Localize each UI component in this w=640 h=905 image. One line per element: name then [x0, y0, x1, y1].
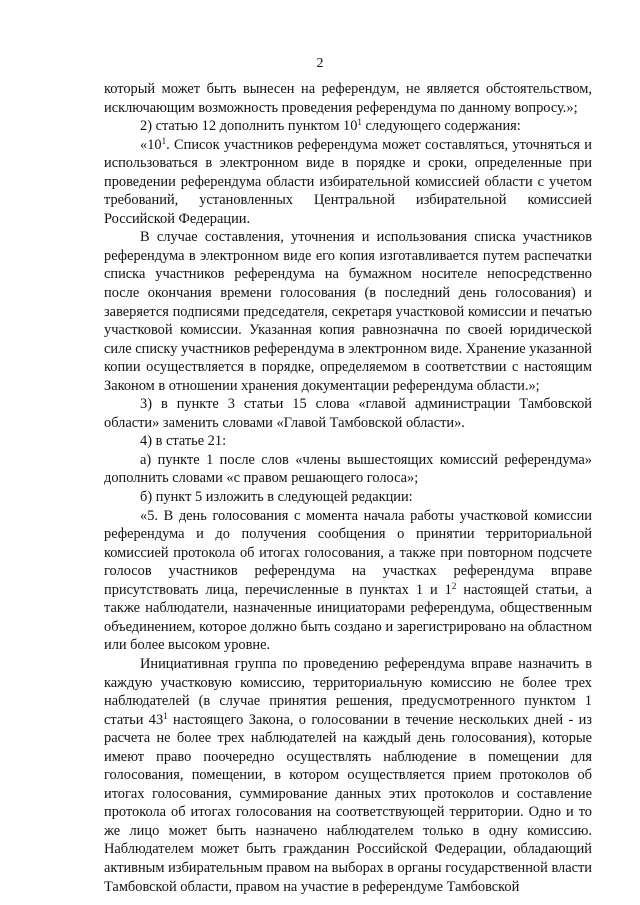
paragraph: а) пункте 1 после слов «члены вышестоящих комиссий референдума» дополнить словами «с правом решающего голоса»; — [104, 451, 592, 487]
page-number: 2 — [316, 56, 324, 71]
paragraph: 3) в пункте 3 статьи 15 слова «главой администрации Тамбовской области» заменить словами «Главой Тамбовской области». — [104, 396, 592, 431]
paragraph: б) пункт 5 изложить в следующей редакции: — [140, 489, 413, 506]
document-body — [104, 80, 592, 896]
paragraph: «$10^1$. Список участников референдума может составляться, уточняться и использоваться в электронном виде в порядке и сроки, определенные при проведении референдума области избирательной комиссией области с учетом требований, установленных Центральной избирательной комиссией Российской Федерации. — [104, 135, 592, 227]
paragraph: «5. В день голосования с момента начала работы участковой комиссии референдума и до получения сообщения о принятии территориальной комиссией протокола об итогах голосования, а также при повторном подсчете голосов участников референдума на участках референдума вправе присутствовать лица, перечисленные в пунктах 1 и $1^2$ настоящей статьи, а также наблюдатели, назначенные инициаторами референдума, общественным объединением, которое должно быть создано и зарегистрировано на областном или более высоком уровне. — [104, 507, 593, 654]
paragraph: 4) в статье 21: — [140, 433, 227, 450]
paragraph: Инициативная группа по проведению референдума вправе назначить в каждую участковую комиссию, территориальную комиссию не более трех наблюдателей (в случае принятия решения, предусмотренного пунктом 1 статьи $43^1$ настоящего Закона, о голосовании в течение нескольких дней - из расчета не более трех наблюдателей на каждый день голосования), которые имеют право поочередно осуществлять наблюдение в помещении для голосования, помещении, в котором осуществляется прием протоколов об итогах голосования, суммирование данных этих протоколов и составление протокола об итогах голосования на соответствующей территории. Одно и то же лицо может быть назначено наблюдателем только в одну комиссию. Наблюдателем может быть гражданин Российской Федерации, обладающий активным избирательным правом на выборах в органы государственной власти Тамбовской области, правом на участие в референдуме Тамбовской — [104, 655, 592, 895]
paragraph: который может быть вынесен на референдум, не является обстоятельством, исключающим возможность проведения референдума по данному вопросу.»; — [104, 81, 592, 116]
paragraph: В случае составления, уточнения и использования списка участников референдума в электронном виде его копия изготавливается путем распечатки списка участников референдума на бумажном носителе непосредственно после окончания времени голосования (в последний день голосования) и заверяется подписями председателя, секретаря участковой комиссии и печатью участковой комиссии. Указанная копия равнозначна по своей юридической силе списку участников референдума в электронном виде. Хранение указанной копии осуществляется в порядке, определяемом в соответствии с настоящим Законом в отношении хранения документации референдума области.»; — [104, 229, 592, 394]
paragraph: 2) статью 12 дополнить пунктом $10^1$ следующего содержания: — [140, 117, 521, 135]
